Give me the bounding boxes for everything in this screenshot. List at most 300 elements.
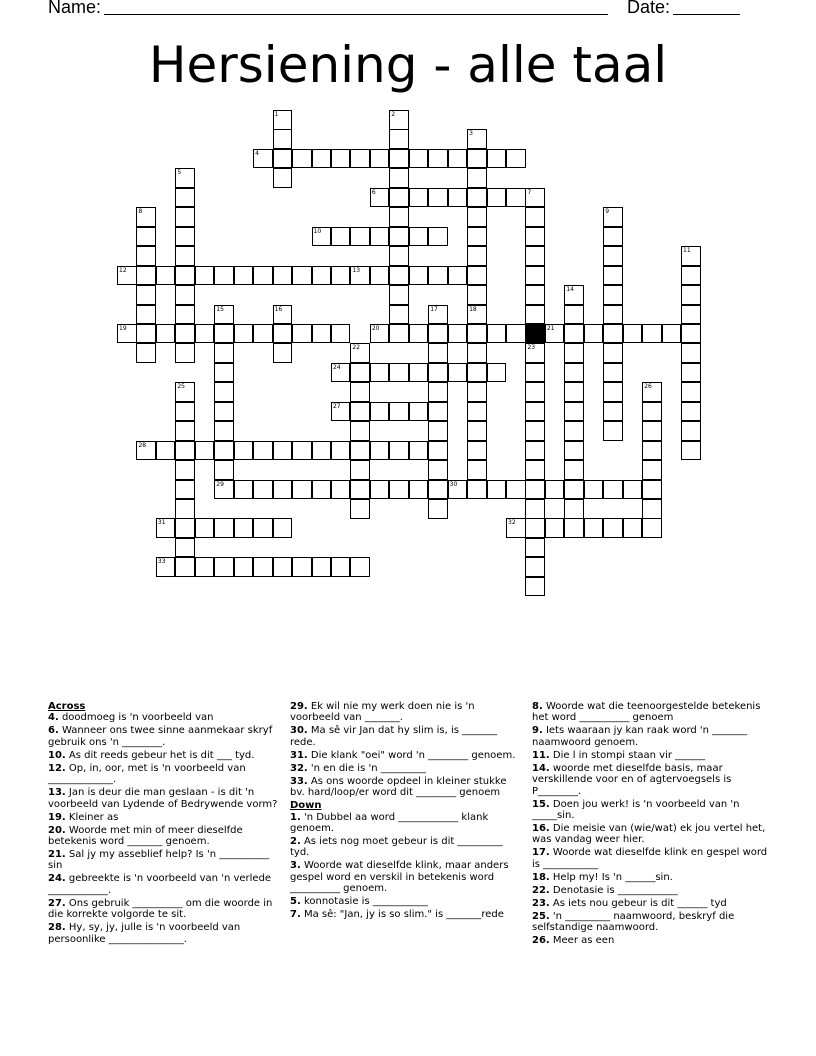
grid-cell[interactable]: [214, 266, 234, 286]
grid-cell[interactable]: [467, 285, 487, 305]
grid-cell[interactable]: [117, 324, 137, 344]
grid-cell[interactable]: [584, 324, 604, 344]
grid-cell[interactable]: [409, 266, 429, 286]
grid-cell[interactable]: [175, 421, 195, 441]
grid-cell[interactable]: [428, 363, 448, 383]
grid-cell[interactable]: [370, 188, 390, 208]
grid-cell[interactable]: [156, 557, 176, 577]
grid-cell[interactable]: [564, 402, 584, 422]
grid-cell[interactable]: [467, 188, 487, 208]
grid-cell[interactable]: [525, 363, 545, 383]
grid-cell[interactable]: [234, 266, 254, 286]
grid-cell[interactable]: [603, 402, 623, 422]
grid-cell[interactable]: [564, 441, 584, 461]
grid-cell[interactable]: [681, 363, 701, 383]
grid-cell[interactable]: [273, 168, 293, 188]
grid-cell[interactable]: [467, 421, 487, 441]
grid-cell[interactable]: [603, 480, 623, 500]
grid-cell[interactable]: [389, 227, 409, 247]
grid-cell[interactable]: [603, 246, 623, 266]
grid-cell[interactable]: [370, 363, 390, 383]
grid-cell[interactable]: [603, 363, 623, 383]
grid-cell[interactable]: [234, 441, 254, 461]
grid-cell[interactable]: [156, 266, 176, 286]
clue-text: Kleiner as: [65, 811, 119, 823]
grid-cell[interactable]: [234, 324, 254, 344]
grid-cell[interactable]: [273, 441, 293, 461]
grid-cell[interactable]: [448, 266, 468, 286]
grid-cell[interactable]: [506, 149, 526, 169]
grid-cell[interactable]: [428, 402, 448, 422]
grid-cell[interactable]: [448, 480, 468, 500]
grid-cell[interactable]: [467, 246, 487, 266]
grid-cell[interactable]: [292, 266, 312, 286]
grid-cell[interactable]: [564, 363, 584, 383]
grid-cell[interactable]: [525, 441, 545, 461]
grid-cell[interactable]: [681, 305, 701, 325]
grid-cell[interactable]: [603, 305, 623, 325]
grid-cell[interactable]: [273, 518, 293, 538]
grid-cell[interactable]: [331, 149, 351, 169]
grid-cell[interactable]: [136, 324, 156, 344]
grid-cell[interactable]: [292, 324, 312, 344]
grid-cell[interactable]: [350, 499, 370, 519]
grid-cell[interactable]: [448, 324, 468, 344]
grid-cell[interactable]: [603, 266, 623, 286]
grid-cell[interactable]: [506, 324, 526, 344]
grid-cell[interactable]: [253, 266, 273, 286]
grid-cell[interactable]: [487, 480, 507, 500]
grid-cell[interactable]: [506, 518, 526, 538]
grid-cell[interactable]: [350, 460, 370, 480]
grid-cell[interactable]: [409, 363, 429, 383]
grid-cell[interactable]: [428, 188, 448, 208]
grid-cell[interactable]: [117, 266, 137, 286]
grid-cell[interactable]: [525, 421, 545, 441]
grid-cell[interactable]: [312, 324, 332, 344]
grid-cell[interactable]: [603, 382, 623, 402]
grid-cell[interactable]: [350, 149, 370, 169]
grid-cell[interactable]: [428, 499, 448, 519]
grid-cell[interactable]: [487, 363, 507, 383]
grid-cell[interactable]: [545, 518, 565, 538]
grid-cell[interactable]: [642, 421, 662, 441]
grid-cell[interactable]: [681, 402, 701, 422]
grid-cell[interactable]: [234, 480, 254, 500]
grid-cell[interactable]: [273, 110, 293, 130]
grid-cell[interactable]: [292, 557, 312, 577]
clue-number: 4.: [48, 712, 59, 724]
grid-cell[interactable]: [389, 129, 409, 149]
grid-cell[interactable]: [253, 518, 273, 538]
clue-number: 3.: [290, 860, 301, 872]
grid-cell[interactable]: [214, 343, 234, 363]
cell-number: 7: [527, 188, 532, 196]
grid-cell[interactable]: [623, 324, 643, 344]
grid-cell[interactable]: [389, 168, 409, 188]
grid-cell[interactable]: [428, 343, 448, 363]
grid-cell[interactable]: [312, 266, 332, 286]
grid-cell[interactable]: [525, 480, 545, 500]
grid-cell[interactable]: [253, 324, 273, 344]
grid-cell[interactable]: [642, 324, 662, 344]
grid-cell[interactable]: [214, 557, 234, 577]
grid-cell[interactable]: [525, 343, 545, 363]
grid-cell[interactable]: [136, 266, 156, 286]
grid-cell[interactable]: [370, 480, 390, 500]
clue-text: As ons woorde opdeel in kleiner stukke bv. hard/loop/er word dit ________ genoem: [290, 775, 507, 799]
grid-cell[interactable]: [525, 518, 545, 538]
clue-text: 'n en die is 'n _________: [307, 762, 426, 774]
grid-cell[interactable]: [331, 557, 351, 577]
grid-cell[interactable]: [350, 266, 370, 286]
grid-cell[interactable]: [564, 285, 584, 305]
grid-cell[interactable]: [350, 363, 370, 383]
grid-cell[interactable]: [642, 402, 662, 422]
grid-cell[interactable]: [467, 441, 487, 461]
grid-cell[interactable]: [409, 188, 429, 208]
grid-cell[interactable]: [564, 518, 584, 538]
grid-cell[interactable]: [603, 343, 623, 363]
grid-cell[interactable]: [506, 480, 526, 500]
grid-cell[interactable]: [214, 421, 234, 441]
grid-cell[interactable]: [175, 499, 195, 519]
clue-item: [290, 750, 522, 761]
grid-cell[interactable]: [603, 285, 623, 305]
grid-cell[interactable]: [292, 149, 312, 169]
grid-cell[interactable]: [681, 343, 701, 363]
grid-cell[interactable]: [564, 460, 584, 480]
grid-cell[interactable]: [273, 266, 293, 286]
grid-cell[interactable]: [136, 305, 156, 325]
grid-cell[interactable]: [642, 480, 662, 500]
grid-cell[interactable]: [409, 149, 429, 169]
grid-cell[interactable]: [136, 246, 156, 266]
grid-cell[interactable]: [467, 324, 487, 344]
grid-cell[interactable]: [331, 480, 351, 500]
grid-cell[interactable]: [175, 518, 195, 538]
grid-cell[interactable]: [525, 538, 545, 558]
grid-cell[interactable]: [292, 441, 312, 461]
grid-cell[interactable]: [564, 421, 584, 441]
grid-cell[interactable]: [350, 441, 370, 461]
grid-cell[interactable]: [681, 324, 701, 344]
grid-cell[interactable]: [409, 402, 429, 422]
grid-cell[interactable]: [175, 460, 195, 480]
grid-cell[interactable]: [506, 188, 526, 208]
grid-cell[interactable]: [389, 188, 409, 208]
grid-cell[interactable]: [175, 343, 195, 363]
grid-cell[interactable]: [603, 324, 623, 344]
grid-cell[interactable]: [331, 402, 351, 422]
grid-cell[interactable]: [389, 266, 409, 286]
grid-cell[interactable]: [136, 343, 156, 363]
grid-cell[interactable]: [545, 324, 565, 344]
grid-cell[interactable]: [389, 110, 409, 130]
grid-cell[interactable]: [681, 421, 701, 441]
grid-cell[interactable]: [292, 480, 312, 500]
grid-cell[interactable]: [214, 324, 234, 344]
grid-cell[interactable]: [428, 382, 448, 402]
grid-cell[interactable]: [350, 557, 370, 577]
clue-item: [290, 896, 522, 907]
clue-item: [532, 763, 772, 797]
grid-cell[interactable]: [234, 557, 254, 577]
grid-cell[interactable]: [389, 441, 409, 461]
grid-cell[interactable]: [487, 188, 507, 208]
grid-cell[interactable]: [428, 227, 448, 247]
grid-cell[interactable]: [467, 402, 487, 422]
grid-cell[interactable]: [253, 149, 273, 169]
grid-cell[interactable]: [681, 246, 701, 266]
grid-cell[interactable]: [603, 207, 623, 227]
grid-cell[interactable]: [273, 343, 293, 363]
grid-cell[interactable]: [350, 402, 370, 422]
grid-cell[interactable]: [350, 227, 370, 247]
grid-cell[interactable]: [273, 324, 293, 344]
clue-number: 26.: [532, 935, 550, 947]
grid-cell[interactable]: [545, 480, 565, 500]
grid-cell[interactable]: [525, 557, 545, 577]
grid-cell[interactable]: [662, 324, 682, 344]
grid-cell[interactable]: [525, 382, 545, 402]
grid-cell[interactable]: [175, 266, 195, 286]
grid-cell[interactable]: [136, 227, 156, 247]
clue-number: 13.: [48, 787, 66, 799]
grid-cell[interactable]: [564, 305, 584, 325]
grid-cell[interactable]: [467, 343, 487, 363]
grid-cell[interactable]: [564, 324, 584, 344]
clue-number: 27.: [48, 897, 66, 909]
grid-cell[interactable]: [467, 266, 487, 286]
grid-cell[interactable]: [467, 480, 487, 500]
grid-cell[interactable]: [273, 129, 293, 149]
cell-number: 29: [216, 480, 224, 488]
grid-cell[interactable]: [642, 441, 662, 461]
grid-cell[interactable]: [409, 441, 429, 461]
grid-cell[interactable]: [175, 207, 195, 227]
grid-cell[interactable]: [312, 557, 332, 577]
grid-cell[interactable]: [175, 538, 195, 558]
grid-cell[interactable]: [603, 421, 623, 441]
grid-cell[interactable]: [214, 363, 234, 383]
grid-cell[interactable]: [175, 480, 195, 500]
grid-cell[interactable]: [389, 246, 409, 266]
grid-cell[interactable]: [195, 557, 215, 577]
clue-text: Jan is deur die man geslaan - is dit 'n voorbeeld van Lydende of Bedrywende vorm?: [48, 787, 278, 810]
grid-cell[interactable]: [428, 149, 448, 169]
grid-cell[interactable]: [331, 441, 351, 461]
grid-cell[interactable]: [312, 441, 332, 461]
grid-cell[interactable]: [642, 518, 662, 538]
grid-cell[interactable]: [175, 557, 195, 577]
grid-cell[interactable]: [389, 363, 409, 383]
grid-cell[interactable]: [409, 480, 429, 500]
clue-number: 12.: [48, 762, 66, 774]
grid-cell[interactable]: [428, 480, 448, 500]
grid-cell[interactable]: [136, 441, 156, 461]
grid-cell[interactable]: [584, 518, 604, 538]
grid-cell[interactable]: [331, 324, 351, 344]
grid-cell[interactable]: [273, 557, 293, 577]
grid-cell[interactable]: [253, 557, 273, 577]
grid-cell[interactable]: [175, 305, 195, 325]
grid-cell[interactable]: [603, 518, 623, 538]
grid-cell[interactable]: [525, 577, 545, 597]
grid-cell[interactable]: [525, 207, 545, 227]
grid-cell[interactable]: [467, 149, 487, 169]
grid-cell[interactable]: [370, 266, 390, 286]
grid-cell[interactable]: [525, 266, 545, 286]
grid-cell[interactable]: [487, 324, 507, 344]
grid-cell[interactable]: [350, 382, 370, 402]
grid-cell[interactable]: [156, 324, 176, 344]
grid-cell[interactable]: [564, 343, 584, 363]
grid-cell[interactable]: [350, 480, 370, 500]
grid-cell[interactable]: [370, 441, 390, 461]
grid-cell[interactable]: [467, 305, 487, 325]
grid-cell[interactable]: [175, 402, 195, 422]
clue-text: Ma sê vir Jan dat hy slim is, is _______ rede.: [290, 725, 498, 748]
grid-cell[interactable]: [467, 460, 487, 480]
grid-cell[interactable]: [312, 480, 332, 500]
grid-cell[interactable]: [525, 285, 545, 305]
grid-cell[interactable]: [603, 227, 623, 247]
grid-cell[interactable]: [428, 266, 448, 286]
grid-cell[interactable]: [467, 227, 487, 247]
grid-cell[interactable]: [331, 227, 351, 247]
clue-text: doodmoeg is 'n voorbeeld van: [58, 712, 214, 724]
grid-cell[interactable]: [389, 207, 409, 227]
grid-cell[interactable]: [331, 363, 351, 383]
grid-cell[interactable]: [175, 168, 195, 188]
clue-text: As iets nog moet gebeur is dit _________ tyd.: [290, 836, 503, 859]
grid-cell[interactable]: [350, 343, 370, 363]
grid-cell[interactable]: [195, 324, 215, 344]
grid-cell[interactable]: [428, 460, 448, 480]
grid-cell[interactable]: [312, 149, 332, 169]
grid-cell[interactable]: [584, 480, 604, 500]
grid-cell[interactable]: [331, 266, 351, 286]
grid-cell[interactable]: [370, 149, 390, 169]
clue-number: 22.: [532, 884, 550, 896]
grid-cell[interactable]: [175, 441, 195, 461]
grid-cell[interactable]: [312, 227, 332, 247]
grid-cell[interactable]: [642, 382, 662, 402]
grid-cell[interactable]: [136, 207, 156, 227]
grid-cell[interactable]: [409, 227, 429, 247]
grid-cell[interactable]: [195, 518, 215, 538]
grid-cell[interactable]: [525, 246, 545, 266]
grid-cell[interactable]: [525, 227, 545, 247]
grid-cell[interactable]: [389, 285, 409, 305]
grid-cell[interactable]: [681, 382, 701, 402]
grid-cell[interactable]: [409, 324, 429, 344]
grid-cell[interactable]: [156, 518, 176, 538]
grid-cell[interactable]: [214, 518, 234, 538]
grid-cell[interactable]: [214, 480, 234, 500]
clue-number: 14.: [532, 762, 550, 774]
grid-cell[interactable]: [370, 402, 390, 422]
cell-number: 16: [274, 305, 283, 313]
grid-cell[interactable]: [448, 363, 468, 383]
grid-cell[interactable]: [428, 324, 448, 344]
grid-cell[interactable]: [525, 188, 545, 208]
grid-cell[interactable]: [370, 324, 390, 344]
grid-cell[interactable]: [525, 460, 545, 480]
grid-cell[interactable]: [467, 363, 487, 383]
grid-cell[interactable]: [156, 441, 176, 461]
grid-cell[interactable]: [214, 441, 234, 461]
grid-cell[interactable]: [214, 402, 234, 422]
cell-number: 31: [157, 519, 166, 527]
grid-cell[interactable]: [525, 402, 545, 422]
grid-cell[interactable]: [564, 499, 584, 519]
grid-cell[interactable]: [214, 460, 234, 480]
grid-cell[interactable]: [273, 480, 293, 500]
grid-cell[interactable]: [389, 149, 409, 169]
grid-cell[interactable]: [195, 441, 215, 461]
cell-number: 4: [255, 149, 259, 157]
clue-item: [290, 763, 522, 774]
grid-cell[interactable]: [467, 129, 487, 149]
grid-cell[interactable]: [467, 168, 487, 188]
grid-cell[interactable]: [564, 480, 584, 500]
grid-cell[interactable]: [428, 305, 448, 325]
grid-cell[interactable]: [175, 324, 195, 344]
grid-cell[interactable]: [175, 382, 195, 402]
grid-cell[interactable]: [195, 266, 215, 286]
grid-cell[interactable]: [428, 421, 448, 441]
grid-cell[interactable]: [525, 499, 545, 519]
grid-cell[interactable]: [623, 480, 643, 500]
grid-cell[interactable]: [467, 207, 487, 227]
grid-cell[interactable]: [175, 227, 195, 247]
grid-cell[interactable]: [214, 305, 234, 325]
grid-cell[interactable]: [389, 480, 409, 500]
grid-cell[interactable]: [448, 149, 468, 169]
grid-cell[interactable]: [175, 285, 195, 305]
grid-cell[interactable]: [428, 441, 448, 461]
grid-cell[interactable]: [214, 382, 234, 402]
grid-cell[interactable]: [642, 460, 662, 480]
grid-cell[interactable]: [273, 305, 293, 325]
grid-cell[interactable]: [350, 421, 370, 441]
grid-cell[interactable]: [253, 441, 273, 461]
grid-cell[interactable]: [389, 402, 409, 422]
grid-cell[interactable]: [525, 305, 545, 325]
grid-cell[interactable]: [389, 324, 409, 344]
grid-cell[interactable]: [175, 246, 195, 266]
grid-cell[interactable]: [623, 518, 643, 538]
grid-cell[interactable]: [467, 382, 487, 402]
grid-cell[interactable]: [253, 480, 273, 500]
cell-number: 6: [371, 188, 376, 196]
grid-cell[interactable]: [389, 305, 409, 325]
grid-cell[interactable]: [273, 149, 293, 169]
grid-cell[interactable]: [681, 441, 701, 461]
grid-cell[interactable]: [234, 518, 254, 538]
grid-cell[interactable]: [681, 266, 701, 286]
grid-cell[interactable]: [370, 227, 390, 247]
grid-cell[interactable]: [448, 188, 468, 208]
grid-cell[interactable]: [681, 285, 701, 305]
grid-cell[interactable]: [175, 188, 195, 208]
grid-cell[interactable]: [136, 285, 156, 305]
grid-cell[interactable]: [487, 149, 507, 169]
grid-cell[interactable]: [642, 499, 662, 519]
grid-cell[interactable]: [564, 382, 584, 402]
